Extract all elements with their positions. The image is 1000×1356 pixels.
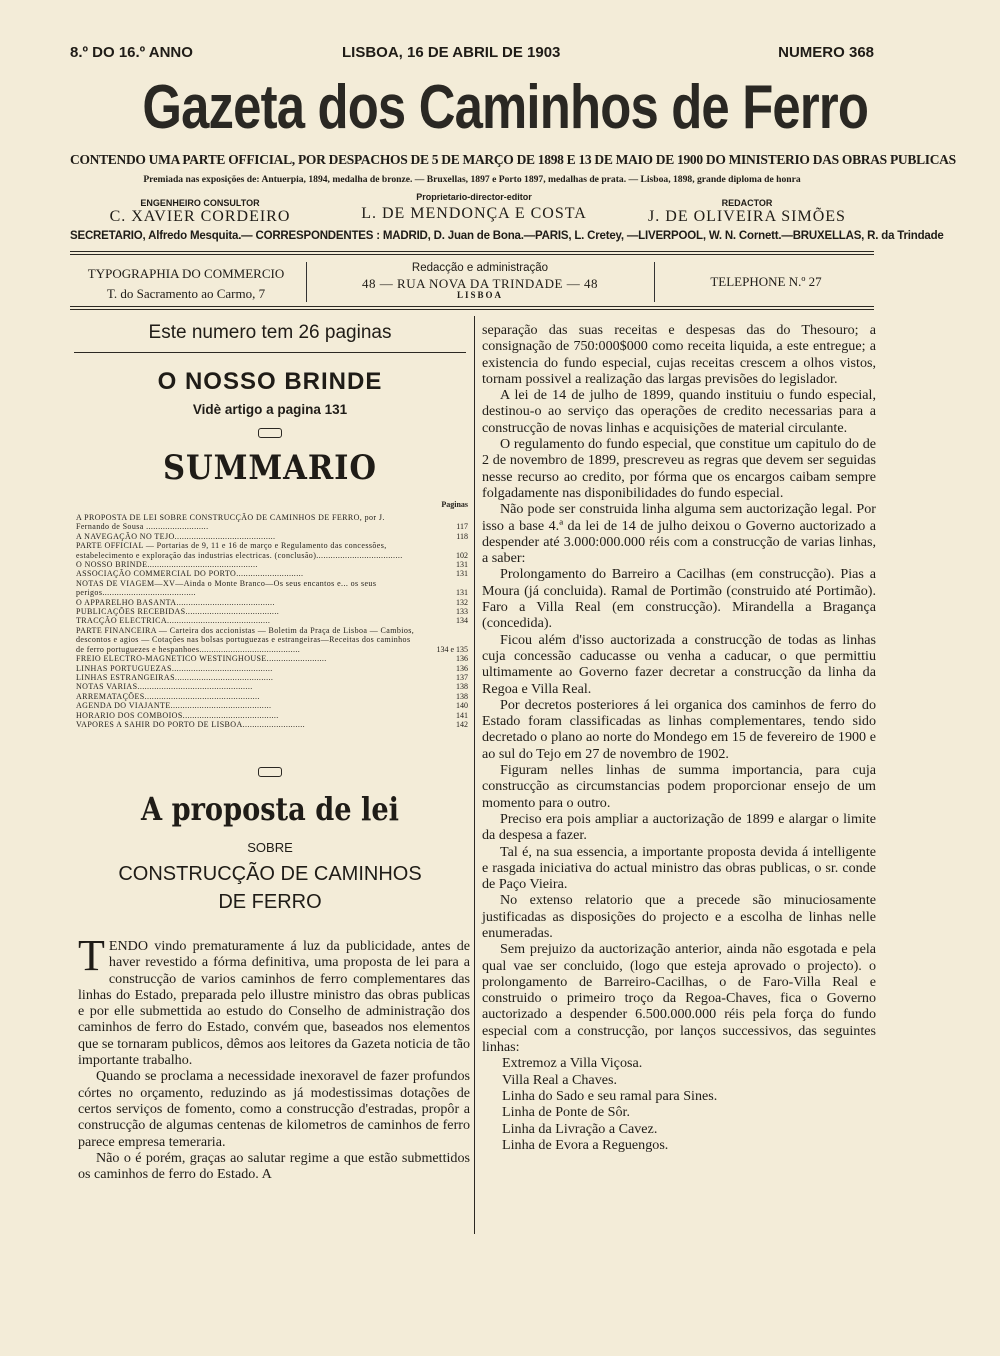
article-paragraph: Por decretos posteriores á lei organica dos caminhos de ferro do Estado foram classificadas as linhas complementares, tendo sido decretado o plano ao norte do Mondego em 15 de fevereiro de 1900 e ao sul do Tejo em 27 de novembro de 1902. xyxy=(482,696,876,762)
line-list-item: Linha da Livração a Cavez. xyxy=(502,1120,658,1137)
article-body-right xyxy=(482,322,876,1153)
divider xyxy=(74,352,466,353)
redaccao-address: 48 — RUA NOVA DA TRINDADE — 48 xyxy=(362,276,598,291)
header-topline xyxy=(70,44,874,64)
divider xyxy=(70,251,874,252)
ornament xyxy=(258,428,282,438)
telephone: TELEPHONE N.º 27 xyxy=(710,274,822,289)
toc-row xyxy=(76,598,468,607)
toc-title: ASSOCIAÇÃO COMMERCIAL DO PORTO............................ xyxy=(76,569,304,579)
masthead-title: Gazeta dos Caminhos de Ferro xyxy=(142,73,869,142)
toc-row xyxy=(76,569,468,578)
pages-notice: Este numero tem 26 paginas xyxy=(148,322,392,343)
toc-title: PARTE OFFICIAL — Portarias de 9, 11 e 16 de março e Regulamento das concessões, estabelecimento e exploração das industrias electricas. (conclusão).................................... xyxy=(76,541,403,560)
toc-page: 142 xyxy=(456,719,468,729)
toc-page: 131 xyxy=(456,560,468,570)
toc-title: A PROPOSTA DE LEI SOBRE CONSTRUCÇÃO DE CAMINHOS DE FERRO, por J. Fernando de Sousa .......................... xyxy=(76,513,385,532)
toc-title: PARTE FINANCEIRA — Carteira dos accionistas — Boletim da Praça de Lisboa — Cambios, descontos e agios — Cotações nas bolsas portuguezas e estrangeiras—Receitas dos caminhos de ferro portuguezes e hespanhoes.......................................... xyxy=(76,625,415,654)
article-paragraph: Tal é, na sua essencia, a importante proposta devida á intelligente e rasgada iniciativa do actual ministro das obras publicas, o sr. conde de Paço Vieira. xyxy=(482,843,876,893)
toc-title: HORARIO DOS COMBOIOS........................................ xyxy=(76,710,279,720)
toc-title: LINHAS PORTUGUEZAS.......................................... xyxy=(76,663,273,673)
article-body-left xyxy=(78,931,470,1183)
toc-page: 133 xyxy=(456,607,468,617)
line-list-item: Villa Real a Chaves. xyxy=(502,1071,617,1088)
consultor-name: C. XAVIER CORDEIRO xyxy=(109,208,291,225)
divider xyxy=(70,306,874,307)
toc-page: 131 xyxy=(456,588,468,598)
toc-row xyxy=(76,579,468,598)
divider xyxy=(306,262,307,302)
toc-title: NOTAS DE VIAGEM—XV—Ainda o Monte Branco—Os seus encantos e... os seus perigos....................................... xyxy=(76,578,377,598)
brinde-reference: Vidè artigo a pagina 131 xyxy=(192,402,348,417)
consultor-label: ENGENHEIRO CONSULTOR xyxy=(140,198,260,208)
brinde-heading: O NOSSO BRINDE xyxy=(157,368,383,395)
line-list-item: Linha de Evora a Reguengos. xyxy=(502,1136,669,1153)
toc-title: PUBLICAÇÕES RECEBIDAS....................................... xyxy=(76,607,280,617)
article-paragraph: Figuram nelles linhas de summa importancia, para cuja construcção as circumstancias podem proporcionar ensejo de um momento para o outro. xyxy=(482,762,876,811)
toc-title: O APPARELHO BASANTA......................................... xyxy=(76,597,275,607)
article-paragraph: TENDO vindo prematuramente á luz da publicidade, antes de haver revestido a fórma definitiva, uma proposta de lei para a construcção de varios caminhos de ferro complementares das linhas do Estado, preparada pelo illustre ministro das obras publicas e por elle submettida ao estudo do Conselho de administração dos caminhos de ferro do Estado, convém que, baseados nos elementos que se tornaram publicos, dêmos aos leitores da Gazeta noticia de tão importante trabalho. xyxy=(78,931,470,1069)
toc-page: 137 xyxy=(456,672,468,682)
official-line: CONTENDO UMA PARTE OFFICIAL, POR DESPACHOS DE 5 DE MARÇO DE 1898 E 13 DE MAIO DE 1900 DO MINISTERIO DAS OBRAS PUBLICAS xyxy=(70,152,956,167)
toc-page: 138 xyxy=(456,691,468,701)
toc-page: 117 xyxy=(456,522,468,532)
toc-title: O NOSSO BRINDE.............................................. xyxy=(76,560,258,570)
toc-page: 136 xyxy=(456,654,468,664)
director-label: Proprietario-director-editor xyxy=(416,192,532,202)
toc-title: ARREMATAÇÕES................................................ xyxy=(76,691,260,701)
toc-row xyxy=(76,664,468,673)
toc-page: 134 e 135 xyxy=(436,644,468,654)
toc-row xyxy=(76,701,468,710)
article-title-sobre: SOBRE xyxy=(247,840,293,855)
article-title: A proposta de lei xyxy=(141,790,399,828)
toc-page: 138 xyxy=(456,682,468,692)
redaccao-label: Redacção e administração xyxy=(411,262,549,274)
correspondents-line: SECRETARIO, Alfredo Mesquita.— CORRESPONDENTES : MADRID, D. Juan de Bona.—PARIS, L. Cretey, —LIVERPOOL, W. N. Cornett.—BRUXELLAS, R. da Trindade xyxy=(70,230,944,242)
toc-title: VAPORES A SAHIR DO PORTO DE LISBOA.......................... xyxy=(76,719,306,729)
toc-title: NOTAS VARIAS................................................ xyxy=(76,682,253,692)
article-paragraph: A lei de 14 de julho de 1899, quando instituiu o fundo especial, destinou-o ao serviço das operações de credito necessarias para a construcção de novas linhas e acquisições de material circulante. xyxy=(482,387,876,436)
article-paragraph: O regulamento do fundo especial, que constitue um capitulo do de 2 de novembro de 1899, prescreveu as regras que devem ser seguidas nesse recurso ao credito, por fórma que os encargos caibam sempre folgadamente nas disponibilidades do fundo especial. xyxy=(482,436,876,501)
toc-title: A NAVEGAÇÃO NO TEJO.......................................... xyxy=(76,531,276,541)
summary-heading: SUMMARIO xyxy=(163,448,377,488)
article-paragraph: Prolongamento do Barreiro a Cacilhas (em construcção). Pias a Moura (já concluida). Ramal de Portimão (construido até Portimão). Faro a Villa Real (em construcção). Mirandella a Bragança (concedida). xyxy=(482,566,876,632)
ornament xyxy=(258,767,282,777)
divider xyxy=(70,309,874,310)
article-paragraph: Quando se proclama a necessidade inexoravel de fazer profundos córtes no orçamento, reduzindo as já modestissimas dotações de certos serviços de fomento, como a construcção d'estradas, propôr a construcção de algumas centenas de kilometros de caminhos de ferro parece empresa temeraria. xyxy=(78,1068,470,1150)
toc-row xyxy=(76,532,468,541)
toc-title: LINHAS ESTRANGEIRAS......................................... xyxy=(76,672,274,682)
toc-row xyxy=(76,654,468,663)
divider xyxy=(70,254,874,255)
toc-row xyxy=(76,626,468,654)
article-paragraph: No extenso relatorio que a precede são minuciosamente justificadas as disposições do projecto e a escolha de linhas nelle enumeradas. xyxy=(482,892,876,941)
toc-page: 102 xyxy=(456,550,468,560)
typography-address: T. do Sacramento ao Carmo, 7 xyxy=(106,286,266,301)
line-list-item: Linha de Ponte de Sôr. xyxy=(502,1104,630,1121)
director-name: L. DE MENDONÇA E COSTA xyxy=(361,205,587,222)
toc-title: AGENDA DO VIAJANTE.......................................... xyxy=(76,701,272,711)
toc-row xyxy=(76,513,468,532)
column-divider xyxy=(474,316,475,1234)
toc-row xyxy=(76,720,468,729)
article-paragraph: Ficou além d'isso auctorizada a construcção de todas as linhas cuja concessão caducasse ou venha a caducar, o que permittiu ultimamente ao Governo fazer decretar a construcção da linha da Regoa e Villa Real. xyxy=(482,631,876,697)
issue-date: LISBOA, 16 DE ABRIL DE 1903 xyxy=(342,44,561,61)
pages-column-header: Paginas xyxy=(441,500,468,509)
redactor-label: REDACTOR xyxy=(721,198,773,208)
toc-row xyxy=(76,616,468,625)
toc-page: 136 xyxy=(456,663,468,673)
article-paragraph: separação das suas receitas e despesas das do Thesouro; a consignação de 750:000$000 como receita liquida, a este entregue; a existencia do fundo especial, cujas receitas crescem a olhos vistos, tornam possivel a realização das largas previsões do legislador. xyxy=(482,322,876,387)
article-paragraph: Preciso era pois ampliar a auctorização de 1899 e alargar o limite da despesa a fazer. xyxy=(482,810,876,844)
article-subtitle-line2: DE FERRO xyxy=(218,891,322,913)
article-subtitle xyxy=(74,860,466,916)
article-paragraph: Sem prejuizo da auctorização anterior, ainda não esgotada e pela qual vae ser concluido, (logo que esteja aprovado o projecto). o prolongamento de Barreiro-Cacilhas, o de Faro-Villa Real e construido o primeiro troço da Regoa-Chaves, fica o Governo auctorizado a despender 6.500.000.000 réis pela força do fundo especial com a construcção, por lanços successivos, das seguintes linhas: xyxy=(482,941,876,1056)
toc-row xyxy=(76,711,468,720)
redaccao-city: LISBOA xyxy=(456,290,503,300)
toc-row xyxy=(76,692,468,701)
toc-page: 134 xyxy=(456,616,468,626)
toc-page: 140 xyxy=(456,701,468,711)
article-paragraph: Não pode ser construida linha alguma sem auctorização legal. Por isso a base 4.ª da lei de 14 de julho deixou o Governo auctorizado a despender até 3.000:000.000 réis com a construcção de varias linhas, a saber: xyxy=(482,501,876,567)
typography-name: TYPOGRAPHIA DO COMMERCIO xyxy=(87,266,285,281)
toc-page: 118 xyxy=(456,531,468,541)
toc-row xyxy=(76,541,468,560)
issue-number: NUMERO 368 xyxy=(778,44,874,61)
article-paragraph: Não o é porém, graças ao salutar regime a que estão submettidos os caminhos de ferro do Estado. A xyxy=(78,1149,470,1183)
table-of-contents xyxy=(76,513,468,729)
awards-line: Premiada nas exposições de: Antuerpia, 1894, medalha de bronze. — Bruxellas, 1897 e Porto 1897, medalhas de prata. — Lisboa, 1898, grande diploma de honra xyxy=(143,174,801,185)
toc-title: FREIO ELECTRO-MAGNETICO WESTINGHOUSE......................... xyxy=(76,654,327,664)
line-list-item: Extremoz a Villa Viçosa. xyxy=(502,1055,643,1072)
toc-page: 131 xyxy=(456,569,468,579)
toc-title: TRACÇÃO ELECTRICA........................................... xyxy=(76,616,271,626)
redactor-name: J. DE OLIVEIRA SIMÕES xyxy=(648,208,846,225)
article-subtitle-line1: CONSTRUCÇÃO DE CAMINHOS xyxy=(118,863,422,885)
drop-cap: T xyxy=(78,931,105,980)
toc-row xyxy=(76,682,468,691)
issue-year: 8.º DO 16.º ANNO xyxy=(70,44,193,61)
divider xyxy=(654,262,655,302)
toc-row xyxy=(76,673,468,682)
toc-page: 141 xyxy=(456,710,468,720)
toc-page: 132 xyxy=(456,597,468,607)
line-list-item: Linha do Sado e seu ramal para Sines. xyxy=(502,1087,718,1104)
